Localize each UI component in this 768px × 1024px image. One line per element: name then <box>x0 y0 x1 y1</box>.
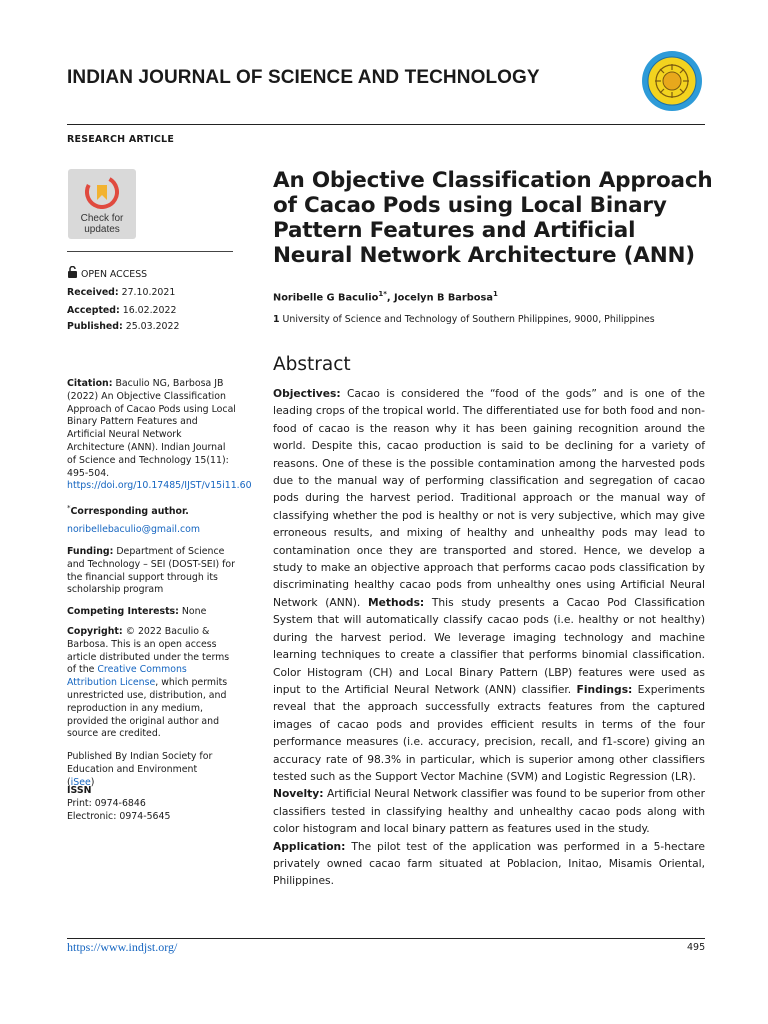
author-1: Noribelle G Baculio <box>273 292 379 304</box>
accepted-row <box>67 305 239 318</box>
isee-link[interactable]: iSee <box>70 776 91 788</box>
novelty-label: Novelty: <box>273 787 324 801</box>
abstract-heading: Abstract <box>273 354 351 375</box>
received-row <box>67 287 239 300</box>
citation-text: Baculio NG, Barbosa JB (2022) An Objective Classification Approach of Cacao Pods using Local Binary Pattern Features and Artificial Neural Network Architecture (ANN). Indian Journal of Science and Technology 15(11): 495-504. <box>67 378 236 479</box>
methods-text: This study presents a Cacao Pod Classification System that will automatically classify cacao pods (i.e. healthy or not healthy) during the harvest period. We leverage imaging technology and machine learning techniques to create a classifier that performs binomial classification. Color Histogram (CH) and Local Binary Pattern (LBP) features were used as input to the Artificial Neural Network (ANN) classifier. <box>273 595 706 696</box>
sidebar-divider <box>67 251 233 252</box>
objectives-label: Objectives: <box>273 387 341 400</box>
copyright-block <box>67 626 235 741</box>
accepted-label: Accepted: <box>67 305 120 316</box>
corresponding-label: Corresponding author. <box>70 506 189 518</box>
open-access-row <box>67 266 239 282</box>
author-1-corresponding-mark: * <box>383 290 387 298</box>
journal-title: INDIAN JOURNAL OF SCIENCE AND TECHNOLOGY <box>67 67 540 88</box>
competing-interests-row <box>67 606 239 619</box>
citation-block <box>67 378 252 493</box>
journal-seal-icon <box>641 50 703 112</box>
citation-label: Citation: <box>67 378 113 389</box>
page-number: 495 <box>687 942 706 953</box>
published-label: Published: <box>67 321 123 332</box>
competing-label: Competing Interests: <box>67 606 179 617</box>
article-title: An Objective Classification Approach of Cacao Pods using Local Binary Pattern Features and Artificial Neural Network Architecture (ANN) <box>273 168 713 268</box>
affiliation-number: 1 <box>273 314 280 325</box>
received-label: Received: <box>67 287 119 298</box>
abstract-body <box>273 385 705 890</box>
affiliation-text: University of Science and Technology of Southern Philippines, 9000, Philippines <box>282 314 655 325</box>
funding-label: Funding: <box>67 546 114 557</box>
creative-commons-link[interactable]: Creative Commons Attribution License <box>67 664 187 689</box>
check-updates-line1: Check for <box>80 213 124 224</box>
corresponding-email-link[interactable]: noribellebaculio@gmail.com <box>67 524 200 535</box>
published-date: 25.03.2022 <box>125 321 180 332</box>
footer-divider <box>67 938 705 939</box>
author-2-affil: 1 <box>492 290 498 298</box>
electronic-issn: Electronic: 0974-5645 <box>67 810 171 822</box>
novelty-text: Artificial Neural Network classifier was found to be superior from other classifiers tested in classifying healthy and unhealthy cacao pods along with color histogram and local binary pattern as features used in the study. <box>273 787 705 836</box>
header-divider <box>67 124 705 125</box>
funding-block <box>67 546 237 597</box>
copyright-text-end: , which permits unrestricted use, distribution, and reproduction in any medium, provided the original author and source are credited. <box>67 677 228 740</box>
received-date: 27.10.2021 <box>121 287 176 298</box>
findings-label: Findings: <box>576 682 633 696</box>
methods-label: Methods: <box>367 595 425 609</box>
funding-text: Department of Science and Technology – SEI (DOST-SEI) for the financial support through its scholarship program <box>67 546 236 596</box>
objectives-text: Cacao is considered the “food of the gods” and is one of the leading crops of the tropical world. The differentiated use for both food and non-food of cacao is the reason why it has been gaining recognition around the world. Despite this, cacao production is said to be declining for a variety of reasons. One of these is the possible contamination among the harvested pods due to the manual way of performing classification and segregation of cacao pods during the harvest period. Traditional approach or the manual way of classifying whether the pod is healthy or not is very subjective, which may give erroneous results, and mixing of healthy and unhealthy pods may lead to contamination once they are transported and stored. Hence, we develop a study to make an objective approach that performs cacao pods classification by discriminating healthy cacao pods from unhealthy ones using Artificial Neural Network (ANN). <box>273 387 705 609</box>
application-text: The pilot test of the application was performed in a 5-hectare privately owned cacao farm situated at Poblacion, Initao, Misamis Oriental, Philippines. <box>273 839 705 888</box>
author-separator: , <box>386 292 394 304</box>
journal-url-link[interactable]: https://www.indjst.org/ <box>67 940 178 954</box>
issn-label: ISSN <box>67 785 92 796</box>
accepted-date: 16.02.2022 <box>122 305 177 316</box>
published-by-block <box>67 751 227 789</box>
check-for-updates-button[interactable] <box>68 169 136 239</box>
author-1-affil: 1 <box>378 290 384 298</box>
issn-block <box>67 785 239 823</box>
check-updates-line2: updates <box>84 224 120 235</box>
article-type: RESEARCH ARTICLE <box>67 134 175 145</box>
published-row <box>67 321 239 334</box>
published-by-close: ) <box>90 776 95 788</box>
published-by-text: Published By Indian Society for Education and Environment ( <box>67 751 213 788</box>
competing-text: None <box>181 606 207 617</box>
open-access-label: OPEN ACCESS <box>80 269 148 280</box>
affiliation <box>273 314 655 325</box>
corresponding-author-row: *Corresponding author. <box>67 504 189 518</box>
copyright-label: Copyright: <box>67 626 123 637</box>
print-issn: Print: 0974-6846 <box>67 797 146 809</box>
check-updates-icon <box>85 175 119 209</box>
open-lock-icon <box>67 266 78 278</box>
citation-doi-link[interactable]: https://doi.org/10.17485/IJST/v15i11.60 <box>67 480 252 492</box>
copyright-text: © 2022 Baculio & Barbosa. This is an open access article distributed under the terms of the <box>67 626 230 676</box>
findings-text: Experiments reveal that the approach successfully extracts features from the captured images of cacao pods and provides efficient results in terms of the four performance measures (i.e. accuracy, precision, recall, and f1-score) giving an accuracy rate of 98.3% in particular, which is superior among other classifiers tested such as the Support Vector Machine (SVM) and Logistic Regression (LR). <box>273 682 705 783</box>
authors-line <box>273 290 498 303</box>
author-2: Jocelyn B Barbosa <box>394 292 493 304</box>
application-label: Application: <box>273 839 346 853</box>
